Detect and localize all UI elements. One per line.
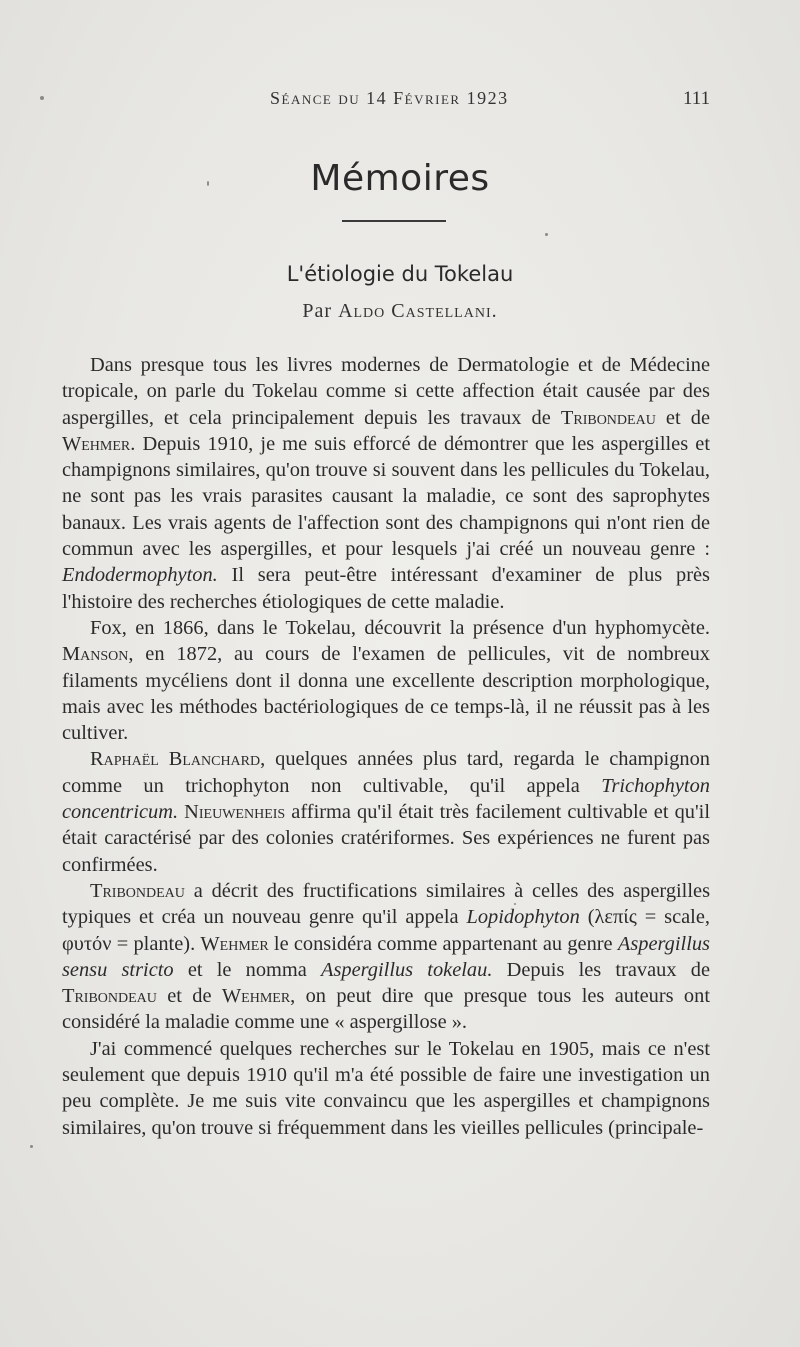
- text-run: J'ai commencé quelques recherches sur le Tokelau en 1905, mais ce n'est seulement que depuis 1910 qu'il m'a été possible de faire une investigation un peu complète. Je me suis vite convaincu que les aspergilles et champignons similaires, qu'on trouve si fréquemment dans les vieilles pellicules (principale-: [62, 1037, 710, 1139]
- paper-speck: [545, 233, 548, 236]
- paper-speck: [514, 903, 516, 905]
- article-body: [62, 352, 710, 1141]
- title-divider: [342, 220, 446, 222]
- paragraph: [62, 1036, 710, 1141]
- author-reference: Tribondeau: [90, 879, 185, 902]
- author-reference: Raphaël Blanchard: [90, 748, 261, 771]
- author-reference: Wehmer: [62, 432, 131, 455]
- author-reference: Tribondeau: [560, 406, 656, 429]
- text-run: , quelques années plus tard, regarda le champignon comme un trichophyton non cultivable, qu'il appela: [62, 748, 710, 797]
- text-run: Dans presque tous les livres modernes de Dermatologie et de Médecine tropicale, on parle du Tokelau comme si cette affection était causée par des aspergilles, et cela principalement depuis les travaux de: [62, 354, 710, 429]
- text-run: a décrit des fructifications similaires à celles des aspergilles typiques et créa un nouveau genre qu'il appela: [62, 879, 710, 929]
- taxon-name: Lopidophyton: [466, 906, 580, 929]
- taxon-name: Endodermophyton.: [62, 564, 218, 587]
- byline-prefix: Par: [302, 300, 333, 322]
- text-run: et de: [655, 406, 710, 429]
- author-name: Aldo Castellani.: [338, 300, 498, 322]
- text-run: le considéra comme appartenant au genre: [268, 932, 618, 955]
- author-reference: Nieuwenheis: [184, 801, 286, 824]
- taxon-name: Trichophyton concentricum.: [62, 774, 710, 824]
- paragraph: [62, 615, 710, 746]
- byline: [0, 300, 800, 323]
- author-reference: Tribondeau: [62, 985, 157, 1008]
- paragraph: [62, 352, 710, 615]
- section-title: Mémoires: [310, 158, 490, 199]
- running-title: Séance du 14 Février 1923: [270, 88, 509, 108]
- page-number: 111: [683, 88, 711, 109]
- author-reference: Wehmer: [200, 932, 269, 955]
- text-run: et de: [156, 985, 222, 1008]
- text-run: (λεπίς = scale, φυτόν = plante).: [62, 906, 710, 955]
- paper-speck: [40, 96, 44, 100]
- running-head: [0, 88, 800, 118]
- text-run: . Depuis 1910, je me suis efforcé de démontrer que les aspergilles et champignons similaires, qu'on trouve si souvent dans les pellicules du Tokelau, ne sont pas les vrais parasites causant la maladie, ce sont des saprophytes banaux. Les vrais agents de l'affection sont des champignons qui n'ont rien de commun avec les aspergilles, et pour lesquels j'ai créé un nouveau genre :: [62, 432, 710, 561]
- paragraph: [62, 746, 710, 877]
- taxon-name: Aspergillus sensu stricto: [62, 932, 710, 981]
- taxon-name: Aspergillus tokelau.: [320, 958, 493, 981]
- text-run: Depuis les travaux de: [492, 958, 711, 981]
- paper-speck: [207, 181, 209, 186]
- text-run: , on peut dire que presque tous les auteurs ont considéré la maladie comme une « aspergillose ».: [62, 985, 710, 1034]
- paper-speck: [30, 1145, 33, 1148]
- text-run: et le nomma: [173, 958, 321, 981]
- text-run: Il sera peut-être intéressant d'examiner de plus près l'histoire des recherches étiologiques de cette maladie.: [62, 564, 710, 613]
- text-run: affirma qu'il était très facilement cultivable et qu'il était caractérisé par des colonies cratériformes. Ses expériences ne furent pas confirmées.: [62, 801, 710, 876]
- author-reference: Wehmer: [221, 985, 291, 1008]
- text-run: , en 1872, au cours de l'examen de pellicules, vit de nombreux filaments mycéliens dont il donna une excellente description morphologique, mais avec les méthodes bactériologiques de ce temps-là, il ne réussit pas à les cultiver.: [62, 643, 710, 745]
- paragraph: [62, 878, 710, 1036]
- author-reference: Manson: [62, 643, 129, 666]
- text-run: Fox, en 1866, dans le Tokelau, découvrit la présence d'un hyphomycète.: [90, 616, 710, 639]
- article-title: L'étiologie du Tokelau: [286, 262, 514, 286]
